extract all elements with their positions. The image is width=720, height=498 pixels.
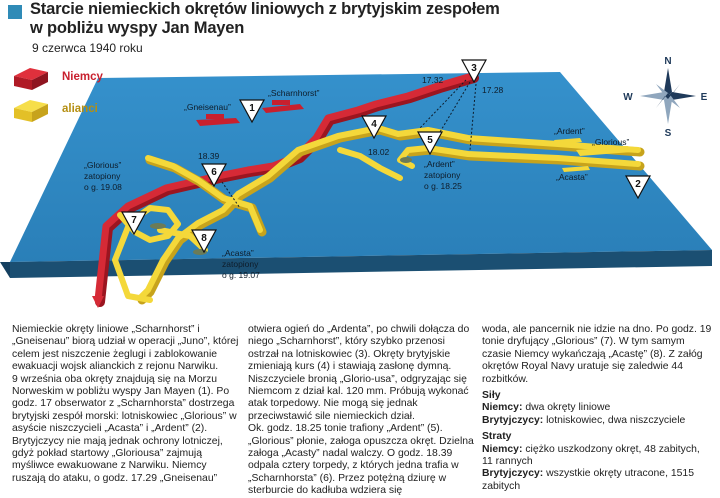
losses-british-label: Brytyjczycy: xyxy=(482,468,544,480)
article-paragraph: 9 września oba okręty znajdują się na Morzu Norweskim w pobliżu wyspy Jan Mayen (1). Po godz. 17 obserwator z „Scharnhorsta” dostrzega brytyjski zespół morski: lotniskowiec „Glorious” w asyście niszczycieli „Acasta” i „Ardent” (2). Brytyjczycy nie mają jednak ochrony lotniczej, gdyż pokład startowy „Gloriousa” zajmują myśliwce ewakuowane z Narwiku. Niemcy ruszają do ataku, o godz. 17.29 „Gneisenau” xyxy=(12,373,237,484)
label-ardent-start: „Ardent” xyxy=(554,126,585,136)
forces-british-value: lotniskowiec, dwa niszczyciele xyxy=(543,414,686,426)
svg-text:8: 8 xyxy=(201,233,207,244)
time-1732: 17.32 xyxy=(422,75,444,85)
compass-n: N xyxy=(664,56,672,67)
forces-germans-label: Niemcy: xyxy=(482,402,523,414)
acasta-sunk-line2: zatopiony xyxy=(222,259,259,269)
glorious-sunk-line3: o g. 19.08 xyxy=(84,182,122,192)
svg-text:1: 1 xyxy=(249,103,255,114)
label-gneisenau: „Gneisenau” xyxy=(184,102,231,112)
legend-allies xyxy=(14,100,48,122)
svg-text:2: 2 xyxy=(635,179,641,190)
svg-text:7: 7 xyxy=(131,215,137,226)
legend-germans-label: Niemcy xyxy=(62,71,103,83)
label-glorious-start: „Glorious” xyxy=(592,137,630,147)
title-marker-icon xyxy=(8,5,22,19)
svg-text:6: 6 xyxy=(211,167,217,178)
article-paragraph: Niemieckie okręty liniowe „Scharnhorst” i „Gneisenau” biorą udział w operacji „Juno”, której celem jest niszczenie żeglugi i zablokowanie ewakuacji wojsk alianckich z rejonu Narwiku. xyxy=(12,324,239,373)
label-scharnhorst: „Scharnhorst” xyxy=(268,88,320,98)
legend-germans xyxy=(14,68,48,90)
article-paragraph: Ok. godz. 18.25 tonie trafiony „Ardent” (5). „Glorious” płonie, załoga opuszcza okręt. Dzielna załoga „Acasty” nadal walczy. O godz. 18.39 odpala cztery torpedy, z których jedna trafia w „Scharnhorsta” (6). Przez potężną dziurę w sterburcie do kadłuba wdziera się xyxy=(248,423,474,497)
legend-allies-label: alianci xyxy=(62,103,98,115)
article-paragraph: woda, ale pancernik nie idzie na dno. Po godz. 19 tonie dryfujący „Glorious” (7). W tym samym czasie Niemcy wykańczają „Acastę” (8). Z załóg okrętów Royal Navy uratuje się zaledwie 44 rozbitków. xyxy=(482,324,712,385)
ardent-sunk-line3: o g. 18.25 xyxy=(424,181,462,191)
forces-germans xyxy=(482,402,712,414)
article-column-2 xyxy=(248,324,476,498)
date-subtitle: 9 czerwca 1940 roku xyxy=(32,41,143,55)
losses-germans-label: Niemcy: xyxy=(482,443,523,455)
label-acasta-start: „Acasta” xyxy=(556,172,588,182)
glorious-sunk-line2: zatopiony xyxy=(84,171,121,181)
time-1728: 17.28 xyxy=(482,85,504,95)
time-1839: 18.39 xyxy=(198,151,220,161)
page-title xyxy=(30,0,500,38)
svg-text:4: 4 xyxy=(371,119,377,130)
glorious-sunk-line1: „Glorious” xyxy=(84,160,122,170)
forces-germans-value: dwa okręty liniowe xyxy=(522,402,611,414)
svg-text:3: 3 xyxy=(471,63,477,74)
forces-heading: Siły xyxy=(482,390,501,402)
compass-e: E xyxy=(700,92,708,103)
losses-germans-value: ciężko uszkodzony okręt, 48 zabitych, 11 rannych xyxy=(482,443,700,468)
forces-british-label: Brytyjczycy: xyxy=(482,414,544,426)
time-1802: 18.02 xyxy=(368,147,390,157)
sea-edge-left xyxy=(0,262,10,278)
losses-british xyxy=(482,468,712,493)
title-line-2: w pobliżu wyspy Jan Mayen xyxy=(30,19,245,37)
battle-map xyxy=(0,50,720,322)
wreck-glorious-icon xyxy=(150,223,166,229)
forces-british xyxy=(482,415,712,427)
acasta-sunk-line1: „Acasta” xyxy=(222,248,254,258)
acasta-sunk-line3: o g. 19.07 xyxy=(222,270,260,280)
losses-british-value: wszystkie okręty utracone, 1515 zabitych xyxy=(482,468,694,492)
compass-w: W xyxy=(623,92,633,103)
compass-s: S xyxy=(664,128,672,139)
article-column-1 xyxy=(12,324,240,485)
title-line-1: Starcie niemieckich okrętów liniowych z brytyjskim zespołem xyxy=(30,0,500,18)
svg-text:5: 5 xyxy=(427,135,433,146)
article-paragraph: otwiera ogień do „Ardenta”, po chwili dołącza do niego „Scharnhorst”, który szybko przenosi ostrzał na lotniskowiec (3). Okręty brytyjskie zmieniają kurs (4) i stawiają zasłonę dymną. Niszczyciele bronią „Glorio-usa”, odgryzając się Niemcom z dział kal. 120 mm. Próbują wykonać atak torpedowy. Nie mogą się jednak przeciwstawić sile niemieckich dział. xyxy=(248,324,470,422)
article-column-3 xyxy=(482,324,712,493)
wreck-ardent-icon xyxy=(400,157,412,163)
ardent-sunk-line1: „Ardent” xyxy=(424,159,455,169)
losses-germans xyxy=(482,444,712,469)
losses-heading: Straty xyxy=(482,431,512,443)
compass-rose-icon xyxy=(640,68,696,124)
ardent-sunk-line2: zatopiony xyxy=(424,170,461,180)
